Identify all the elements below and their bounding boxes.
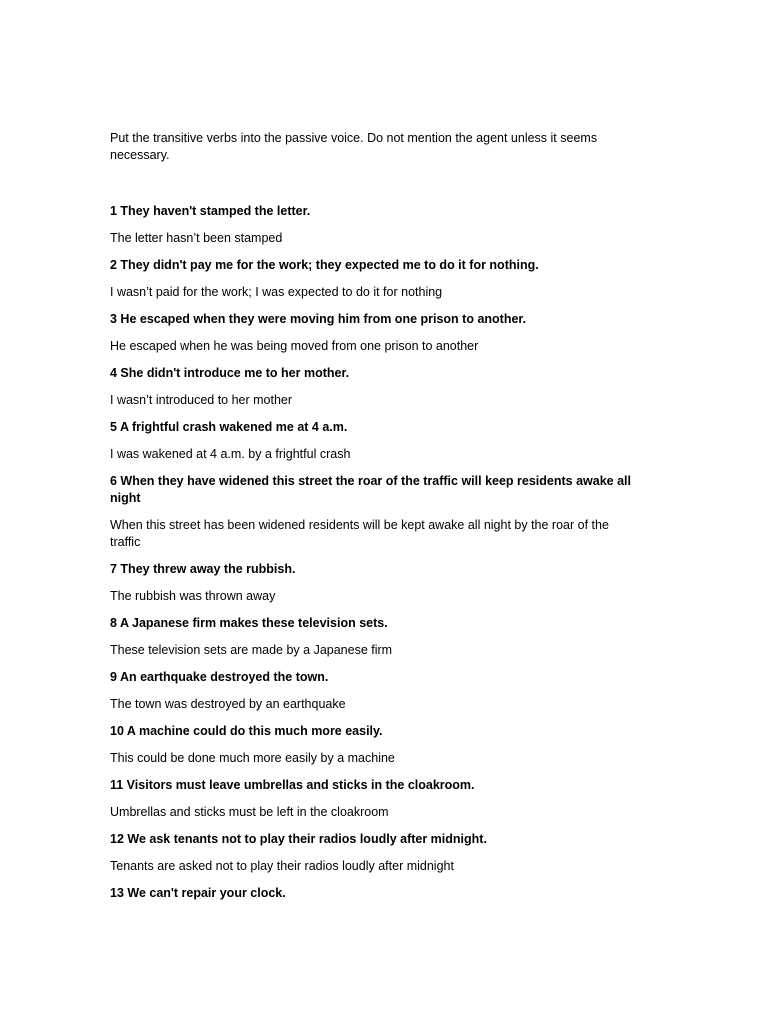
- question-10: 10 A machine could do this much more easily.: [110, 724, 383, 738]
- question-8: 8 A Japanese firm makes these television sets.: [110, 616, 388, 630]
- question-12: 12 We ask tenants not to play their radios loudly after midnight.: [110, 832, 487, 846]
- answer-1: The letter hasn’t been stamped: [110, 231, 283, 245]
- answer-3: He escaped when he was being moved from one prison to another: [110, 339, 479, 353]
- exercise-list: [110, 203, 640, 912]
- question-5: 5 A frightful crash wakened me at 4 a.m.: [110, 420, 348, 434]
- question-4: 4 She didn't introduce me to her mother.: [110, 366, 350, 380]
- question-13: 13 We can't repair your clock.: [110, 886, 286, 900]
- question-11: 11 Visitors must leave umbrellas and sticks in the cloakroom.: [110, 778, 475, 792]
- question-3: 3 He escaped when they were moving him from one prison to another.: [110, 312, 527, 326]
- answer-6: When this street has been widened residents will be kept awake all night by the roar of the traffic: [110, 518, 609, 549]
- question-1: 1 They haven't stamped the letter.: [110, 204, 311, 218]
- answer-4: I wasn’t introduced to her mother: [110, 393, 293, 407]
- answer-12: Tenants are asked not to play their radios loudly after midnight: [110, 859, 454, 873]
- question-7: 7 They threw away the rubbish.: [110, 562, 296, 576]
- question-2: 2 They didn't pay me for the work; they expected me to do it for nothing.: [110, 258, 539, 272]
- answer-11: Umbrellas and sticks must be left in the cloakroom: [110, 805, 389, 819]
- question-6: 6 When they have widened this street the roar of the traffic will keep residents awake all night: [110, 474, 631, 505]
- instructions-text: Put the transitive verbs into the passive voice. Do not mention the agent unless it seems necessary.: [110, 131, 598, 162]
- answer-10: This could be done much more easily by a machine: [110, 751, 395, 765]
- answer-8: These television sets are made by a Japanese firm: [110, 643, 393, 657]
- answer-7: The rubbish was thrown away: [110, 589, 276, 603]
- answer-5: I was wakened at 4 a.m. by a frightful crash: [110, 447, 351, 461]
- answer-2: I wasn’t paid for the work; I was expected to do it for nothing: [110, 285, 443, 299]
- answer-9: The town was destroyed by an earthquake: [110, 697, 346, 711]
- question-9: 9 An earthquake destroyed the town.: [110, 670, 329, 684]
